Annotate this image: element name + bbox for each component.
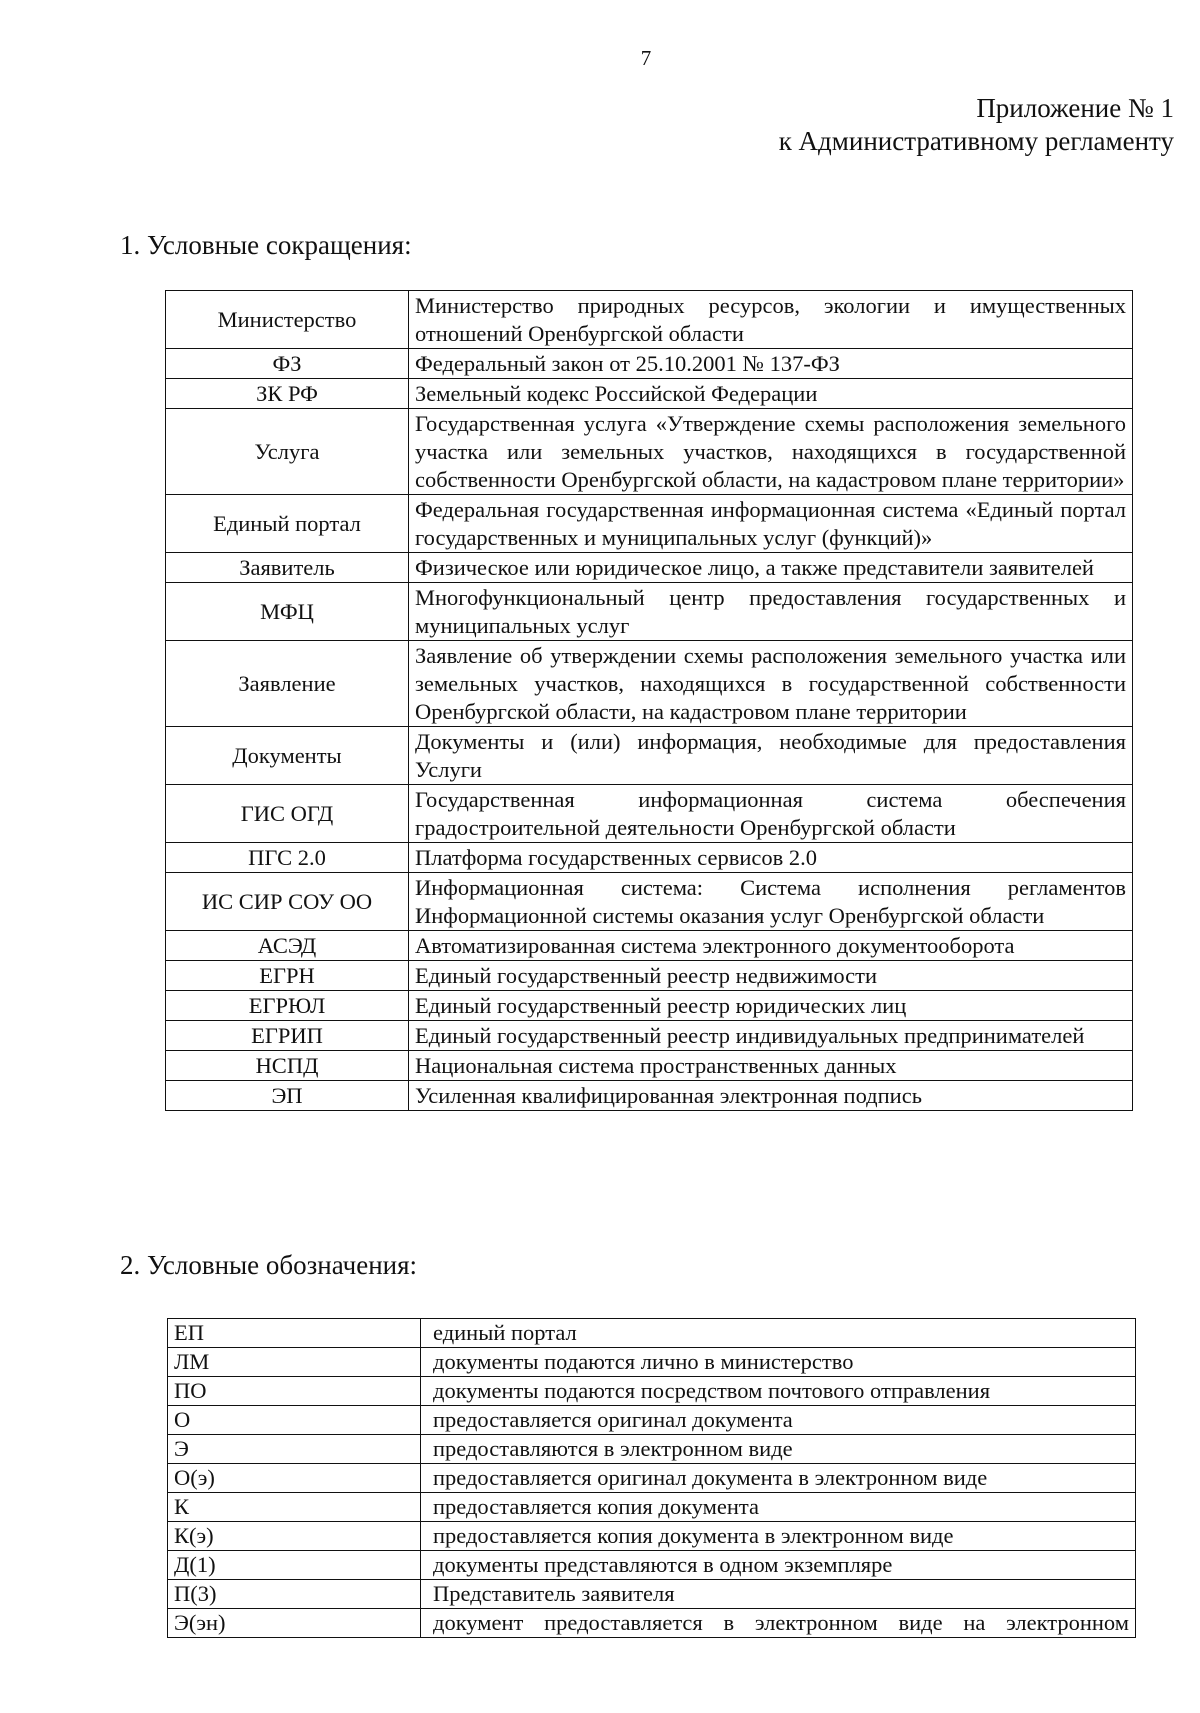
table-row (168, 1435, 1136, 1464)
appendix-header (779, 92, 1174, 158)
table-row (166, 931, 1133, 961)
abbreviation-term: ЕГРН (166, 961, 409, 991)
table-row (168, 1609, 1136, 1638)
abbreviation-term: ПГС 2.0 (166, 843, 409, 873)
abbreviation-definition: Усиленная квалифицированная электронная подпись (409, 1081, 1133, 1111)
table-row (166, 291, 1133, 349)
symbol-code: ЕП (168, 1319, 421, 1348)
symbol-code: ПО (168, 1377, 421, 1406)
symbol-meaning: документы представляются в одном экземпляре (421, 1551, 1136, 1580)
abbreviation-term: ЕГРИП (166, 1021, 409, 1051)
abbreviation-term: Заявитель (166, 553, 409, 583)
abbreviation-definition: Документы и (или) информация, необходимые для предоставления Услуги (409, 727, 1133, 785)
table-row (168, 1493, 1136, 1522)
table-row (166, 961, 1133, 991)
symbol-meaning: предоставляется копия документа (421, 1493, 1136, 1522)
table-row (168, 1348, 1136, 1377)
abbreviation-term: Министерство (166, 291, 409, 349)
table-row (166, 553, 1133, 583)
table-row (168, 1464, 1136, 1493)
abbreviation-definition: Автоматизированная система электронного документооборота (409, 931, 1133, 961)
abbreviation-term: Документы (166, 727, 409, 785)
table-row (166, 1051, 1133, 1081)
appendix-title: Приложение № 1 (976, 93, 1174, 123)
table-row (166, 583, 1133, 641)
abbreviation-definition: Платформа государственных сервисов 2.0 (409, 843, 1133, 873)
table-row (168, 1580, 1136, 1609)
abbreviation-term: Заявление (166, 641, 409, 727)
abbreviation-definition: Земельный кодекс Российской Федерации (409, 379, 1133, 409)
table-row (166, 349, 1133, 379)
abbreviation-definition: Физическое или юридическое лицо, а также представители заявителей (409, 553, 1133, 583)
abbreviation-definition: Федеральный закон от 25.10.2001 № 137-ФЗ (409, 349, 1133, 379)
symbol-meaning: предоставляется оригинал документа (421, 1406, 1136, 1435)
symbol-meaning: Представитель заявителя (421, 1580, 1136, 1609)
symbol-code: О(э) (168, 1464, 421, 1493)
abbreviation-definition: Государственная услуга «Утверждение схемы расположения земельного участка или земельных участков, находящихся в государственной собственности Оренбургской области, на кадастровом плане территории» (409, 409, 1133, 495)
symbol-meaning: документы подаются лично в министерство (421, 1348, 1136, 1377)
table-row (166, 641, 1133, 727)
abbreviation-definition: Информационная система: Система исполнения регламентов Информационной системы оказания услуг Оренбургской области (409, 873, 1133, 931)
abbreviation-term: АСЭД (166, 931, 409, 961)
symbol-code: ЛМ (168, 1348, 421, 1377)
abbreviation-term: ФЗ (166, 349, 409, 379)
symbol-meaning: предоставляется оригинал документа в электронном виде (421, 1464, 1136, 1493)
table-row (166, 785, 1133, 843)
abbreviation-term: ГИС ОГД (166, 785, 409, 843)
symbol-code: Э (168, 1435, 421, 1464)
symbol-meaning: документы подаются посредством почтового отправления (421, 1377, 1136, 1406)
abbreviation-definition: Государственная информационная система обеспечения градостроительной деятельности Оренбургской области (409, 785, 1133, 843)
symbol-meaning: предоставляются в электронном виде (421, 1435, 1136, 1464)
symbol-code: Э(эн) (168, 1609, 421, 1638)
table-row (168, 1406, 1136, 1435)
abbreviation-definition: Единый государственный реестр юридических лиц (409, 991, 1133, 1021)
table-row (166, 1021, 1133, 1051)
symbol-code: Д(1) (168, 1551, 421, 1580)
table-row (166, 1081, 1133, 1111)
abbreviation-definition: Заявление об утверждении схемы расположения земельного участка или земельных участков, находящихся в государственной собственности Оренбургской области, на кадастровом плане территории (409, 641, 1133, 727)
symbols-table (167, 1318, 1136, 1638)
abbreviation-definition: Единый государственный реестр недвижимости (409, 961, 1133, 991)
symbol-meaning: предоставляется копия документа в электронном виде (421, 1522, 1136, 1551)
abbreviation-definition: Единый государственный реестр индивидуальных предпринимателей (409, 1021, 1133, 1051)
table-row (166, 991, 1133, 1021)
page-number: 7 (640, 46, 652, 70)
abbreviation-term: ЗК РФ (166, 379, 409, 409)
abbreviation-definition: Многофункциональный центр предоставления государственных и муниципальных услуг (409, 583, 1133, 641)
table-row (166, 873, 1133, 931)
table-row (168, 1522, 1136, 1551)
abbreviation-term: Единый портал (166, 495, 409, 553)
symbol-meaning: единый портал (421, 1319, 1136, 1348)
appendix-subtitle: к Административному регламенту (778, 126, 1174, 156)
abbreviation-term: ЕГРЮЛ (166, 991, 409, 1021)
table-row (168, 1319, 1136, 1348)
abbreviation-term: НСПД (166, 1051, 409, 1081)
section-abbreviations-heading: 1. Условные сокращения: (120, 230, 412, 260)
table-row (166, 495, 1133, 553)
table-row (166, 843, 1133, 873)
table-row (168, 1551, 1136, 1580)
abbreviation-term: ЭП (166, 1081, 409, 1111)
table-row (166, 409, 1133, 495)
abbreviation-term: ИС СИР СОУ ОО (166, 873, 409, 931)
symbol-code: К (168, 1493, 421, 1522)
symbol-code: П(3) (168, 1580, 421, 1609)
abbreviation-definition: Национальная система пространственных данных (409, 1051, 1133, 1081)
symbol-code: О (168, 1406, 421, 1435)
abbreviation-definition: Федеральная государственная информационная система «Единый портал государственных и муниципальных услуг (функций)» (409, 495, 1133, 553)
table-row (166, 727, 1133, 785)
table-row (168, 1377, 1136, 1406)
abbreviation-term: Услуга (166, 409, 409, 495)
symbol-code: К(э) (168, 1522, 421, 1551)
section-symbols-heading: 2. Условные обозначения: (120, 1250, 418, 1280)
abbreviation-term: МФЦ (166, 583, 409, 641)
table-row (166, 379, 1133, 409)
abbreviation-definition: Министерство природных ресурсов, экологии и имущественных отношений Оренбургской области (409, 291, 1133, 349)
abbreviations-table (165, 290, 1133, 1111)
symbol-meaning: документ предоставляется в электронном виде на электронном (421, 1609, 1136, 1638)
